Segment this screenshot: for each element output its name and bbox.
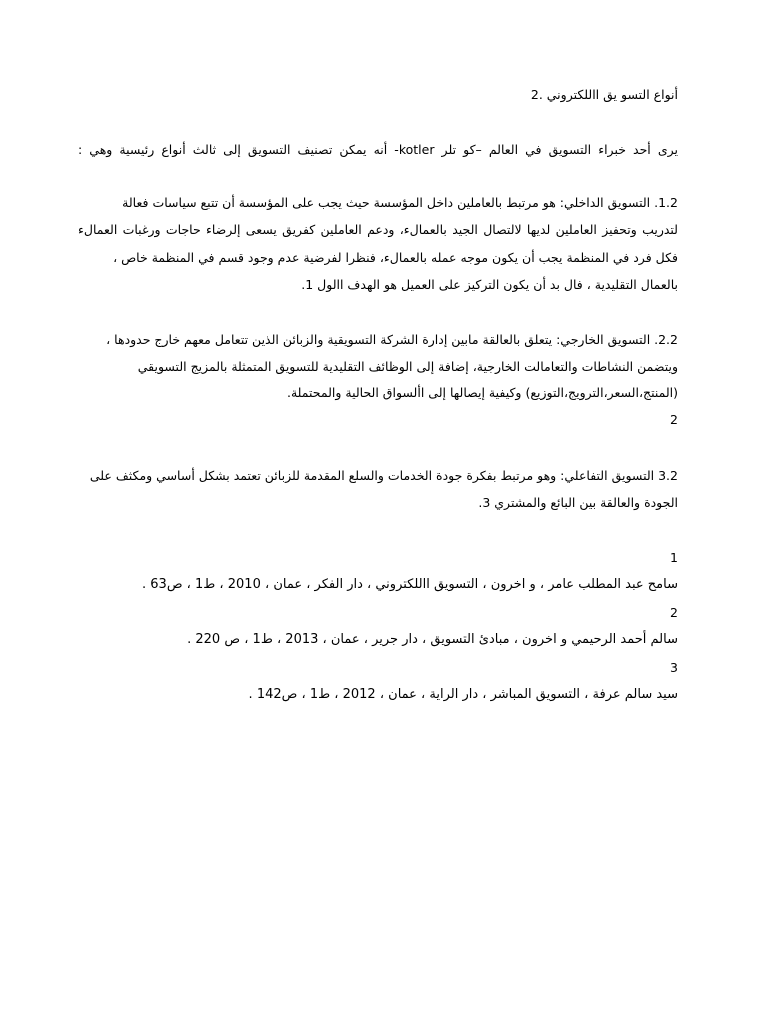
section-title: أنواع التسو يق االلكتروني .2 — [530, 87, 678, 102]
footnote-text-3: سيد سالم عرفة ، التسويق المباشر ، دار الراية ، عمان ، 2012 ، ط1 ، ص142 . — [248, 687, 678, 702]
footnote-text-2: سالم أحمد الرحيمي و اخرون ، مبادئ التسويق ، دار جرير ، عمان ، 2013 ، ط1 ، ص 220 . — [187, 632, 678, 647]
interactive-marketing-line-2: الجودة والعالقة بين البائع والمشتري 3. — [478, 495, 678, 510]
internal-marketing-line-4: بالعمال التقليدية ، فال بد أن يكون التركيز على العميل هو الهدف االول 1. — [301, 277, 678, 292]
footnote-text-1: سامح عبد المطلب عامر ، و اخرون ، التسويق االلكتروني ، دار الفكر ، عمان ، 2010 ، ط1 ، ص63 . — [142, 577, 678, 592]
external-marketing-line-1: 2.2. التسويق الخارجي: يتعلق بالعالقة مابين إدارة الشركة التسويقية والزبائن الذين تتعامل معهم خارج حدودها ، — [106, 332, 678, 347]
internal-marketing-line-1: 1.2. التسويق الداخلي: هو مرتبط بالعاملين داخل المؤسسة حيث يجب على المؤسسة أن تتبع سياسات فعالة — [122, 195, 678, 210]
footnote-ref-2: 2 — [670, 412, 678, 427]
internal-marketing-line-2: لتدريب وتحفيز العاملين لديها لالتصال الجيد بالعمالء، ودعم العاملين كفريق يسعى إلرضاء حاجات ورغبات العمالء — [78, 222, 678, 237]
external-marketing-line-2: ويتضمن النشاطات والتعامالت الخارجية، إضافة إلى الوظائف التقليدية للتسويق المتمثلة بالمزيج التسويقي — [137, 359, 678, 374]
interactive-marketing-line-1: 3.2 التسويق التفاعلي: وهو مرتبط بفكرة جودة الخدمات والسلع المقدمة للزبائن تعتمد بشكل أساسي ومكثف على — [89, 468, 678, 483]
footnote-number-1: 1 — [670, 550, 678, 565]
footnote-number-2: 2 — [670, 605, 678, 620]
kotler-intro: يرى أحد خبراء التسويق في العالم –كو تلر kotler- أنه يمكن تصنيف التسويق إلى ثالث أنواع رئيسية وهي : — [78, 142, 678, 157]
footnote-number-3: 3 — [670, 660, 678, 675]
internal-marketing-line-3: فكل فرد في المنظمة يجب أن يكون موجه عمله بالعمالء، فنظرا لفرضية عدم وجود قسم في المنظمة خاص ، — [113, 250, 678, 265]
external-marketing-line-3: (المنتج،السعر،الترويج،التوزيع) وكيفية إيصالها إلى األسواق الحالية والمحتملة. — [286, 385, 678, 400]
